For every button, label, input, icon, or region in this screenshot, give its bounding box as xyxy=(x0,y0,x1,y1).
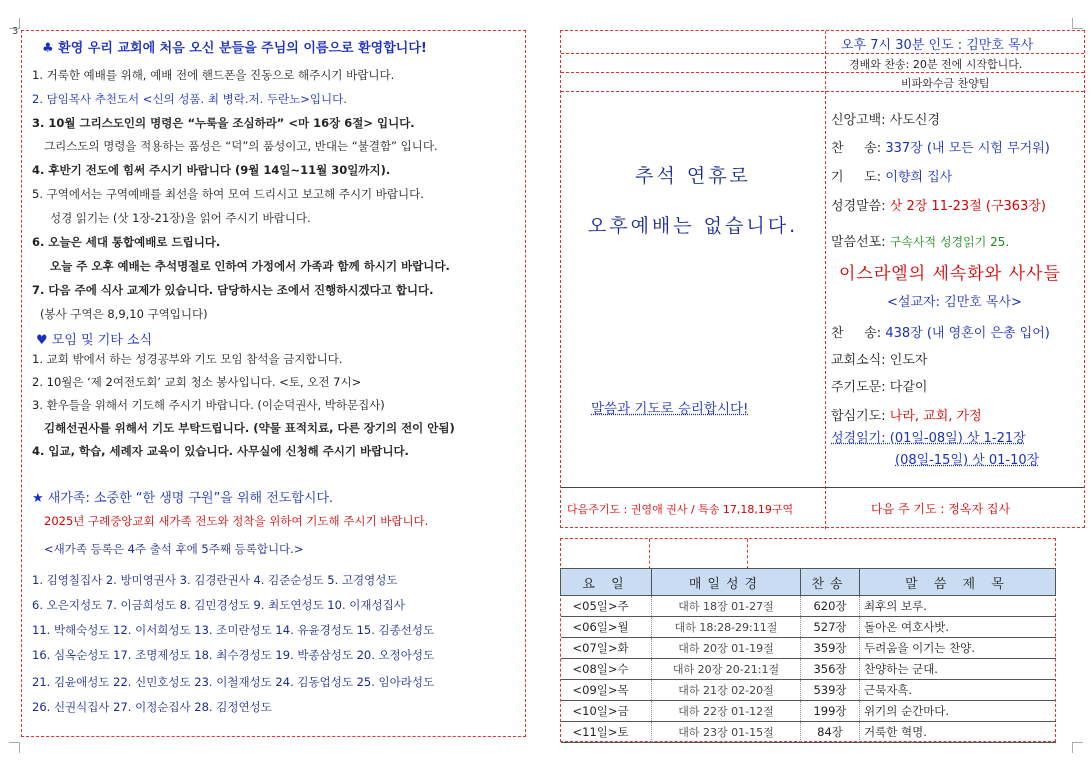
service-time: 오후 7시 30분 인도 : 김만호 목사 xyxy=(841,38,1034,53)
meeting-3-detail: 김해선권사를 위해서 기도 부탁드립니다. (약물 표적치료, 다른 장기의 전이 안됨) xyxy=(44,421,455,435)
cell-hymn: 199장 xyxy=(801,701,860,722)
order-reading-2: (08일-15일) 삿 01-10장 xyxy=(895,453,1040,468)
recommended-book: 2. 담임목사 추천도서 <신의 성품. 최 병락.저. 두란노>입니다. xyxy=(32,92,347,106)
order-value: 337장 (내 모든 시험 무거워) xyxy=(885,141,1050,156)
order-prayer xyxy=(831,166,952,185)
notice-3-detail: 그리스도의 명령을 적용하는 품성은 “덕”의 품성이고, 반대는 “불결함” 입니다. xyxy=(44,139,438,153)
order-lords-prayer xyxy=(831,376,927,395)
table-row xyxy=(561,680,1056,701)
newfamily-names-row: 26. 신권식집사 27. 이정순집사 28. 김정연성도 xyxy=(32,700,272,714)
meeting-3: 3. 환우들을 위해서 기도해 주시기 바랍니다. (이순덕권사, 박하문집사) xyxy=(32,398,385,412)
order-label: 성경말씀: xyxy=(831,199,886,214)
crop-mark xyxy=(1072,742,1083,753)
notice-4: 4. 후반기 전도에 힘써 주시기 바랍니다 (9월 14일~11월 30일까지). xyxy=(32,163,391,177)
cell-day: <11일>토 xyxy=(561,722,652,743)
cell-day: <05일>주 xyxy=(561,596,652,617)
cell-day: <08일>수 xyxy=(561,659,652,680)
praise-start: 경배와 찬송: 20분 전에 시작합니다. xyxy=(849,58,1023,71)
cell-title: 찬양하는 군대. xyxy=(860,659,1056,680)
cell-title: 두려움을 이기는 찬양. xyxy=(860,638,1056,659)
order-value: 인도자 xyxy=(889,353,928,368)
cell-title: 거룩한 혁명. xyxy=(860,722,1056,743)
order-value: 사도신경 xyxy=(889,113,940,128)
order-value: 나라, 교회, 가정 xyxy=(889,409,982,424)
cell-hymn: 359장 xyxy=(801,638,860,659)
cell-title: 위기의 순간마다. xyxy=(860,701,1056,722)
cell-day: <10일>금 xyxy=(561,701,652,722)
table-row xyxy=(561,638,1056,659)
newfamily-names-row: 1. 김영칠집사 2. 방미영권사 3. 김경란권사 4. 김준순성도 5. 고경영성도 xyxy=(32,573,398,587)
table-row xyxy=(561,617,1056,638)
newfamily-names-row: 21. 김윤애성도 22. 신민호성도 23. 이철재성도 24. 김동업성도 25. 임아라성도 xyxy=(32,675,435,689)
preacher: <설교자: 김만호 목사> xyxy=(887,295,1022,310)
notice-line-2: 오후예배는 없습니다. xyxy=(587,215,799,237)
cell-bible: 대하 20장 20-21:1절 xyxy=(652,659,801,680)
order-label: 주기도문: xyxy=(831,380,886,395)
evening-service-panel xyxy=(560,30,1085,528)
order-sermon xyxy=(831,231,1009,250)
notice-6-detail: 오늘 주 오후 예배는 추석명절로 인하여 가정에서 가족과 함께 하시기 바랍니다. xyxy=(50,259,450,273)
notice-6: 6. 오늘은 세대 통합예배로 드립니다. xyxy=(32,235,221,249)
table-row xyxy=(561,722,1056,743)
announcements-panel xyxy=(21,30,526,737)
praise-team: 비파와수금 찬양팀 xyxy=(901,77,990,90)
order-label: 찬 송: xyxy=(831,326,882,341)
table-header-row xyxy=(561,569,1056,596)
newfamily-prayer: 2025년 구례중앙교회 새가족 전도와 정착을 위하여 기도해 주시기 바랍니다. xyxy=(44,514,429,528)
order-label: 합심기도: xyxy=(831,409,886,424)
newfamily-names-row: 16. 심옥순성도 17. 조명제성도 18. 최수경성도 19. 박종삼성도 20. 오정아성도 xyxy=(32,648,435,662)
notice-2 xyxy=(32,91,347,107)
welcome-heading: ♣ 환영 우리 교회에 처음 오신 분들을 주님의 이름으로 환영합니다! xyxy=(42,41,427,56)
order-hymn1 xyxy=(831,137,1050,156)
order-scripture xyxy=(831,195,1046,214)
order-value: 438장 (내 영혼이 은총 입어) xyxy=(885,326,1050,341)
order-creed xyxy=(831,109,940,128)
cell-hymn: 84장 xyxy=(801,722,860,743)
cell-hymn: 356장 xyxy=(801,659,860,680)
cell-hymn: 539장 xyxy=(801,680,860,701)
crop-mark xyxy=(9,742,20,753)
next-prayer-right: 다음 주 기도 : 정옥자 집사 xyxy=(871,502,1011,516)
slogan: 말씀과 기도로 승리합시다! xyxy=(591,401,749,417)
table-row xyxy=(561,659,1056,680)
order-label: 찬 송: xyxy=(831,141,882,156)
cell-title: 근묵자흑. xyxy=(860,680,1056,701)
meeting-2: 2. 10월은 ‘제 2여전도회’ 교회 청소 봉사입니다. <토, 오전 7시> xyxy=(32,375,362,389)
notice-1: 1. 거룩한 예배를 위해, 예배 전에 핸드폰을 진동으로 해주시기 바랍니다. xyxy=(32,68,395,82)
cell-hymn: 527장 xyxy=(801,617,860,638)
cell-day: <07일>화 xyxy=(561,638,652,659)
newfamily-registration: <새가족 등록은 4주 출석 후에 5주째 등록합니다.> xyxy=(44,542,304,556)
cell-bible: 대하 18:28-29:11절 xyxy=(652,617,801,638)
cell-day: <06일>월 xyxy=(561,617,652,638)
order-label: 말씀선포: xyxy=(831,235,886,250)
cell-title: 최후의 보루. xyxy=(860,596,1056,617)
order-label: 교회소식: xyxy=(831,353,886,368)
newfamily-names-row: 11. 박해숙성도 12. 이서희성도 13. 조미란성도 14. 유윤경성도 15. 김종선성도 xyxy=(32,623,435,637)
cell-bible: 대하 22장 01-12절 xyxy=(652,701,801,722)
crop-mark xyxy=(9,18,20,29)
header-hymn: 찬송 xyxy=(801,569,860,596)
order-value: (01일-08일) 삿 1-21장 xyxy=(889,431,1026,446)
order-news xyxy=(831,349,927,368)
table-row xyxy=(561,596,1056,617)
meeting-heading: ♥ 모임 및 기타 소식 xyxy=(36,333,153,348)
notice-7-detail: (봉사 구역은 8,9,10 구역입니다) xyxy=(40,307,208,321)
order-label: 기 도: xyxy=(831,170,882,185)
order-label: 성경읽기: xyxy=(831,431,886,446)
order-value: 이향희 집사 xyxy=(885,170,953,185)
order-value: 삿 2장 11-23절 (구363장) xyxy=(889,199,1046,214)
cell-day: <09일>목 xyxy=(561,680,652,701)
notice-3: 3. 10월 그리스도인의 명령은 “누룩을 조심하라” <마 16장 6절> 입니다. xyxy=(32,116,415,130)
crop-mark xyxy=(1072,18,1083,29)
newfamily-heading: ★ 새가족: 소중한 “한 생명 구원”을 위해 전도합시다. xyxy=(32,491,334,506)
cell-bible: 대하 21장 02-20절 xyxy=(652,680,801,701)
daily-bible-table xyxy=(560,568,1056,743)
order-value: 다같이 xyxy=(889,380,928,395)
cell-hymn: 620장 xyxy=(801,596,860,617)
order-hymn2 xyxy=(831,322,1050,341)
meeting-1: 1. 교회 밖에서 하는 성경공부와 기도 모임 참석을 금지합니다. xyxy=(32,352,343,366)
notice-7: 7. 다음 주에 식사 교제가 있습니다. 담당하시는 조에서 진행하시겠다고 합니다. xyxy=(32,283,434,297)
cell-bible: 대하 18장 01-27절 xyxy=(652,596,801,617)
table-row xyxy=(561,701,1056,722)
meeting-4: 4. 입교, 학습, 세례자 교육이 있습니다. 사무실에 신청해 주시기 바랍니다. xyxy=(32,444,409,458)
order-unison xyxy=(831,405,982,424)
notice-5-detail: 성경 읽기는 (삿 1장-21장)을 읽어 주시기 바랍니다. xyxy=(50,211,311,225)
cell-bible: 대하 20장 01-19절 xyxy=(652,638,801,659)
order-value: 구속사적 성경읽기 25. xyxy=(889,235,1010,249)
page-number: 3 xyxy=(12,26,19,37)
notice-5: 5. 구역에서는 구역예배를 최선을 하여 모여 드리시고 보고해 주시기 바랍니다. xyxy=(32,187,424,201)
sermon-title: 이스라엘의 세속화와 사사들 xyxy=(839,264,1061,284)
header-day: 요 일 xyxy=(561,569,652,596)
header-bible: 매일성경 xyxy=(652,569,801,596)
notice-line-1: 추석 연휴로 xyxy=(635,165,751,187)
cell-bible: 대하 23장 01-15절 xyxy=(652,722,801,743)
cell-title: 돌아온 여호사밧. xyxy=(860,617,1056,638)
header-title: 말 씀 제 목 xyxy=(860,569,1056,596)
order-label: 신앙고백: xyxy=(831,113,886,128)
newfamily-names-row: 6. 오은지성도 7. 이금희성도 8. 김민경성도 9. 최도연성도 10. 이재성집사 xyxy=(32,598,405,612)
next-prayer-left: 다음주기도 : 권영애 권사 / 특송 17,18,19구역 xyxy=(567,503,794,516)
order-reading xyxy=(831,427,1026,446)
